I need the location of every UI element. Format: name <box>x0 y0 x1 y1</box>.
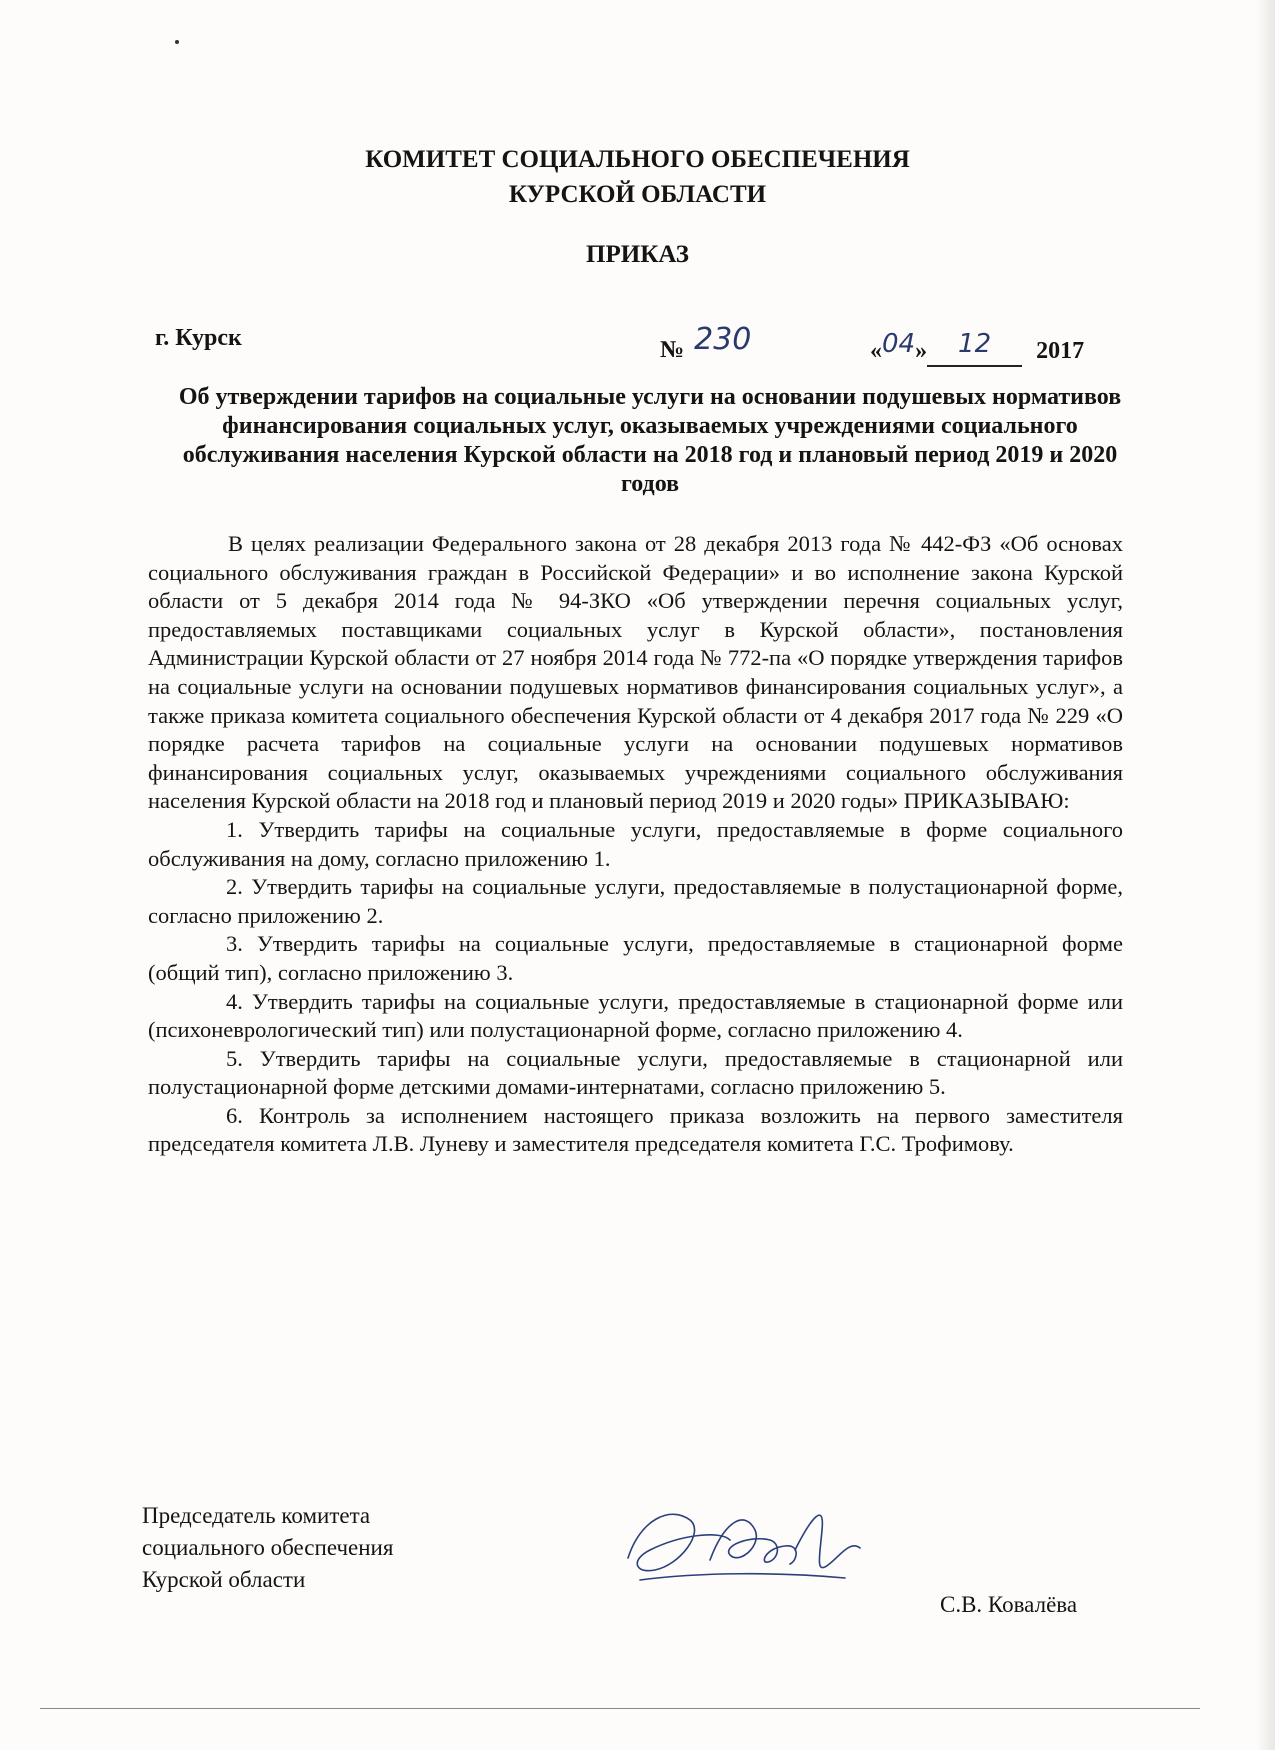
organization-header <box>0 142 1275 212</box>
handwritten-signature <box>610 1480 870 1600</box>
order-item: 6. Контроль за исполнением настоящего приказа возложить на первого заместителя председателя комитета Л.В. Луневу и заместителя председателя комитета Г.С. Трофимову. <box>148 1102 1123 1157</box>
order-subject: Об утверждении тарифов на социальные услуги на основании подушевых нормативов финансирования социальных услуг, оказываемых учреждениями социального обслуживания населения Курской области на 2018 год и плановый период 2019 и 2020 годов <box>178 384 1122 497</box>
order-item: 3. Утвердить тарифы на социальные услуги, предоставляемые в стационарной форме (общий тип), согласно приложению 3. <box>148 931 1123 985</box>
preamble: В целях реализации Федерального закона от 28 декабря 2013 года № 442-ФЗ «Об основах социального обслуживания граждан в Российской Федерации» и во исполнение закона Курской области от 5 декабря 2014 года № 94-ЗКО «Об утверждении перечня социальных услуг, предоставляемых поставщиками социальных услуг в Курской области», постановления Администрации Курской области от 27 ноября 2014 года № 772-па «О порядке утверждения тарифов на социальные услуги на основании подушевых нормативов финансирования социальных услуг», а также приказа комитета социального обеспечения Курской области от 4 декабря 2017 года № 229 «О порядке расчета тарифов на социальные услуги на основании подушевых нормативов финансирования социальных услуг, оказываемых учреждениями социального обслуживания населения Курской области на 2018 год и плановый период 2019 и 2020 годы» ПРИКАЗЫВАЮ: <box>148 531 1123 814</box>
order-date <box>870 329 1085 367</box>
order-item: 1. Утвердить тарифы на социальные услуги, предоставляемые в форме социального обслуживания на дому, согласно приложению 1. <box>148 816 1123 871</box>
city: г. Курск <box>155 325 242 351</box>
date-close-quote: » <box>915 338 928 364</box>
order-item: 2. Утвердить тарифы на социальные услуги, предоставляемые в полустационарной форме, согласно приложению 2. <box>148 874 1123 928</box>
order-item: 5. Утвердить тарифы на социальные услуги, предоставляемые в стационарной или полустационарной форме детскими домами-интернатами, согласно приложению 5. <box>148 1045 1123 1100</box>
signer-title-line1: Председатель комитета <box>142 1503 371 1528</box>
signer-title-line3: Курской области <box>142 1567 306 1592</box>
signer-title <box>142 1500 393 1596</box>
scan-speck <box>175 40 179 44</box>
number-label: № <box>660 337 685 363</box>
org-name-line1: КОМИТЕТ СОЦИАЛЬНОГО ОБЕСПЕЧЕНИЯ <box>365 146 910 173</box>
number-value: 230 <box>694 322 752 357</box>
org-name-line2: КУРСКОЙ ОБЛАСТИ <box>508 181 767 208</box>
date-day: 04 <box>882 329 916 359</box>
date-open-quote: « <box>870 338 882 364</box>
signer-title-line2: социального обеспечения <box>142 1535 394 1560</box>
order-item: 4. Утвердить тарифы на социальные услуги, предоставляемые в стационарной форме или (психоневрологический тип) или полустационарной форме, согласно приложению 4. <box>148 988 1123 1043</box>
date-month: 12 <box>958 329 992 359</box>
footer-divider <box>40 1708 1200 1709</box>
date-year: 2017 <box>1036 338 1085 364</box>
document-type: ПРИКАЗ <box>586 241 689 268</box>
signer-name: С.В. Ковалёва <box>940 1592 1078 1617</box>
order-number <box>660 322 752 365</box>
order-items <box>148 816 1123 1159</box>
order-body <box>148 530 1123 1159</box>
